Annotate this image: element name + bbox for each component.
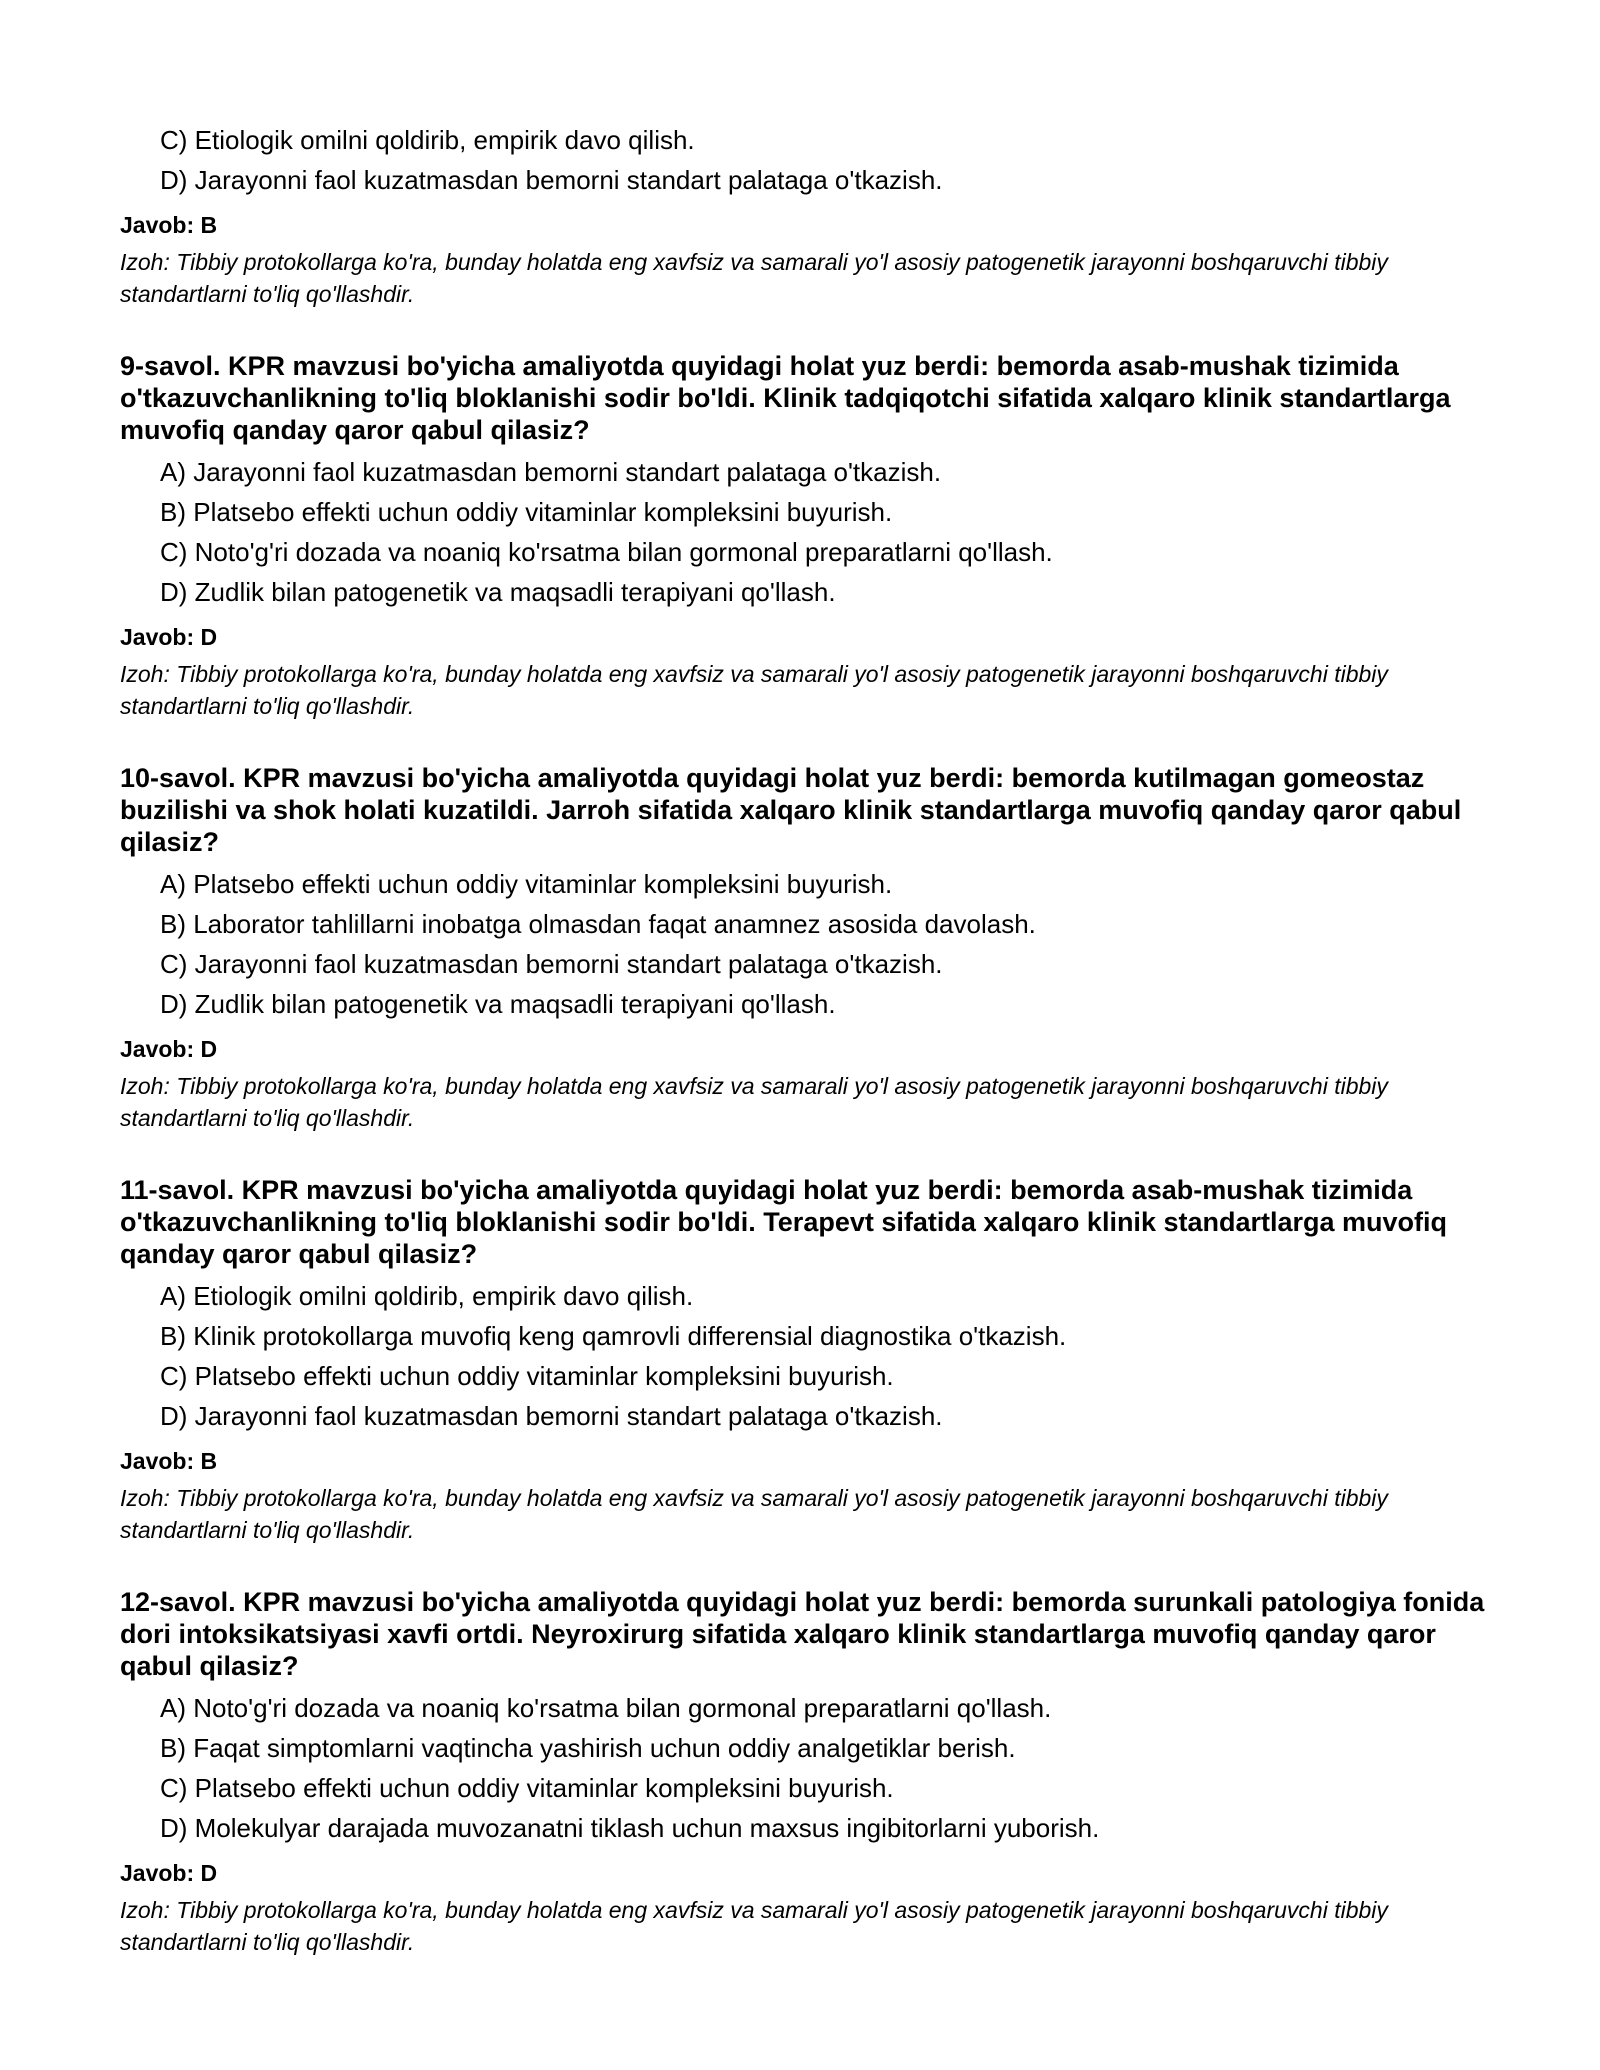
explanation-note: Izoh: Tibbiy protokollarga ko'ra, bunday holatda eng xavfsiz va samarali yo'l asosiy patogenetik jarayonni boshqaruvchi tibbiy standartlarni to'liq qo'llashdir. [120, 661, 1388, 719]
question-text: 11-savol. KPR mavzusi bo'yicha amaliyotda quyidagi holat yuz berdi: bemorda asab-mushak tizimida o'tkazuvchanlikning to'liq bloklanishi sodir bo'ldi. Terapevt sifatida xalqaro klinik standartlarga muvofiq qanday qaror qabul qilasiz? [120, 1175, 1448, 1269]
option-c: C) Platsebo effekti uchun oddiy vitaminlar kompleksini buyurish. [160, 1361, 894, 1391]
option-a: A) Etiologik omilni qoldirib, empirik davo qilish. [160, 1281, 694, 1311]
question-text: 9-savol. KPR mavzusi bo'yicha amaliyotda quyidagi holat yuz berdi: bemorda asab-mushak tizimida o'tkazuvchanlikning to'liq bloklanishi sodir bo'ldi. Klinik tadqiqotchi sifatida xalqaro klinik standartlarga muvofiq qanday qaror qabul qilasiz? [120, 351, 1451, 445]
explanation-note: Izoh: Tibbiy protokollarga ko'ra, bunday holatda eng xavfsiz va samarali yo'l asosiy patogenetik jarayonni boshqaruvchi tibbiy standartlarni to'liq qo'llashdir. [120, 1073, 1388, 1131]
document-content [120, 120, 1500, 1958]
option-b: B) Laborator tahlillarni inobatga olmasdan faqat anamnez asosida davolash. [160, 909, 1036, 939]
question-10 [120, 762, 1500, 1134]
option-b: B) Platsebo effekti uchun oddiy vitaminlar kompleksini buyurish. [160, 497, 893, 527]
option-c: C) Jarayonni faol kuzatmasdan bemorni standart palataga o'tkazish. [160, 949, 943, 979]
option-a: A) Noto'g'ri dozada va noaniq ko'rsatma bilan gormonal preparatlarni qo'llash. [160, 1693, 1052, 1723]
option-d: D) Jarayonni faol kuzatmasdan bemorni standart palataga o'tkazish. [160, 165, 943, 195]
option-c: C) Etiologik omilni qoldirib, empirik davo qilish. [160, 125, 695, 155]
continued-question [120, 120, 1500, 310]
answer-label: Javob: D [120, 1860, 218, 1886]
answer-label: Javob: D [120, 624, 218, 650]
option-d: D) Zudlik bilan patogenetik va maqsadli terapiyani qo'llash. [160, 577, 836, 607]
option-d: D) Zudlik bilan patogenetik va maqsadli terapiyani qo'llash. [160, 989, 836, 1019]
explanation-note: Izoh: Tibbiy protokollarga ko'ra, bunday holatda eng xavfsiz va samarali yo'l asosiy patogenetik jarayonni boshqaruvchi tibbiy standartlarni to'liq qo'llashdir. [120, 249, 1388, 307]
question-9 [120, 350, 1500, 722]
option-a: A) Platsebo effekti uchun oddiy vitaminlar kompleksini buyurish. [160, 869, 893, 899]
option-d: D) Jarayonni faol kuzatmasdan bemorni standart palataga o'tkazish. [160, 1401, 943, 1431]
question-11 [120, 1174, 1500, 1546]
answer-label: Javob: D [120, 1036, 218, 1062]
option-c: C) Platsebo effekti uchun oddiy vitaminlar kompleksini buyurish. [160, 1773, 894, 1803]
question-text: 12-savol. KPR mavzusi bo'yicha amaliyotda quyidagi holat yuz berdi: bemorda surunkali patologiya fonida dori intoksikatsiyasi xavfi ortdi. Neyroxirurg sifatida xalqaro klinik standartlarga muvofiq qanday qaror qabul qilasiz? [120, 1587, 1485, 1681]
answer-label: Javob: B [120, 212, 218, 238]
question-12 [120, 1586, 1500, 1958]
explanation-note: Izoh: Tibbiy protokollarga ko'ra, bunday holatda eng xavfsiz va samarali yo'l asosiy patogenetik jarayonni boshqaruvchi tibbiy standartlarni to'liq qo'llashdir. [120, 1485, 1388, 1543]
option-d: D) Molekulyar darajada muvozanatni tiklash uchun maxsus ingibitorlarni yuborish. [160, 1813, 1100, 1843]
option-b: B) Klinik protokollarga muvofiq keng qamrovli differensial diagnostika o'tkazish. [160, 1321, 1067, 1351]
option-a: A) Jarayonni faol kuzatmasdan bemorni standart palataga o'tkazish. [160, 457, 942, 487]
explanation-note: Izoh: Tibbiy protokollarga ko'ra, bunday holatda eng xavfsiz va samarali yo'l asosiy patogenetik jarayonni boshqaruvchi tibbiy standartlarni to'liq qo'llashdir. [120, 1897, 1388, 1955]
option-c: C) Noto'g'ri dozada va noaniq ko'rsatma bilan gormonal preparatlarni qo'llash. [160, 537, 1053, 567]
option-b: B) Faqat simptomlarni vaqtincha yashirish uchun oddiy analgetiklar berish. [160, 1733, 1016, 1763]
answer-label: Javob: B [120, 1448, 218, 1474]
question-text: 10-savol. KPR mavzusi bo'yicha amaliyotda quyidagi holat yuz berdi: bemorda kutilmagan gomeostaz buzilishi va shok holati kuzatildi. Jarroh sifatida xalqaro klinik standartlarga muvofiq qanday qaror qabul qilasiz? [120, 763, 1462, 857]
